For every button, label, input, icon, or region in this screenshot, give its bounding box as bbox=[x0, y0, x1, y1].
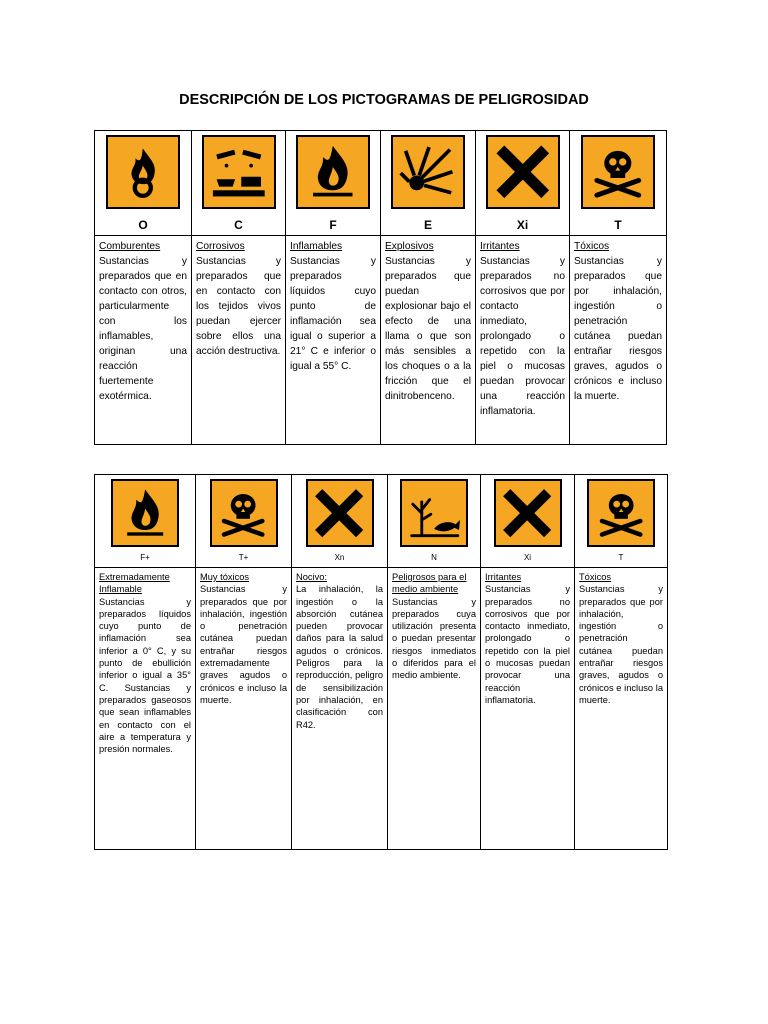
pictogram-column bbox=[476, 131, 570, 445]
hazard-code: N bbox=[388, 549, 480, 568]
pictogram-column bbox=[95, 475, 196, 850]
hazard-name: Muy tóxicos bbox=[200, 572, 250, 582]
hazard-code: E bbox=[381, 215, 475, 236]
hazard-code: Xi bbox=[481, 549, 574, 568]
hazard-code: Xn bbox=[292, 549, 387, 568]
pictogram-column bbox=[292, 475, 388, 850]
hazard-description: Sustancias y preparados que puedan explosionar bajo el efecto de una llama o que son más sensibles a los choques o a la fricción que el dinitrobenceno. bbox=[385, 256, 471, 402]
cross-icon bbox=[306, 479, 374, 547]
hazard-name: Nocivo: bbox=[296, 572, 328, 582]
hazard-description: Sustancias y preparados no corrosivos que por contacto inmediato, prolongado o repetido con la piel o mucosas puedan provocar una reacción inflamatoria. bbox=[480, 256, 565, 417]
hazard-name: Irritantes bbox=[485, 572, 522, 582]
hazard-description: Sustancias y preparados que por inhalación, ingestión o penetración cutánea puedan entrañar riesgos graves, agudos o crónicos e incluso la muerte. bbox=[579, 584, 663, 705]
hazard-name: Corrosivos bbox=[196, 241, 245, 252]
pictogram-column bbox=[95, 131, 192, 445]
hazard-name: Comburentes bbox=[99, 241, 161, 252]
pictogram-column bbox=[381, 131, 476, 445]
hazard-name: Extremadamente Inflamable bbox=[99, 572, 170, 595]
skull-crossbones-icon bbox=[587, 479, 655, 547]
hazard-name: Explosivos bbox=[385, 241, 434, 252]
corrosion-icon bbox=[202, 135, 276, 209]
cross-icon bbox=[494, 479, 562, 547]
pictogram-column bbox=[481, 475, 575, 850]
hazard-description: La inhalación, la ingestión o la absorción cutánea pueden provocar daños para la salud agudos o crónicos. Peligros para la reproducción, peligro de sensibilización por inhalación, en clasificación con R42. bbox=[296, 584, 383, 730]
hazard-code: C bbox=[192, 215, 285, 236]
hazard-code: F+ bbox=[95, 549, 195, 568]
flame-icon bbox=[111, 479, 179, 547]
hazard-description: Sustancias y preparados que en contacto con los tejidos vivos puedan ejercer sobre ellos una acción destructiva. bbox=[196, 256, 281, 357]
hazard-description: Sustancias y preparados que por inhalación, ingestión o penetración cutánea puedan entrañar riesgos graves, agudos o crónicos e incluso la muerte. bbox=[574, 256, 662, 402]
hazard-code: F bbox=[286, 215, 380, 236]
page-title: DESCRIPCIÓN DE LOS PICTOGRAMAS DE PELIGROSIDAD bbox=[179, 92, 589, 108]
hazard-description: Sustancias y preparados que por inhalación, ingestión o penetración cutánea puedan entrañar riesgos extremadamente graves agudos o crónicos e incluso la muerte. bbox=[200, 584, 287, 705]
flame-icon bbox=[296, 135, 370, 209]
pictogram-table-1 bbox=[94, 130, 667, 445]
pictogram-column bbox=[192, 131, 286, 445]
hazard-description: Sustancias y preparados cuya utilización presenta o puedan presentar riesgos inmediatos o diferidos para el medio ambiente. bbox=[392, 596, 476, 681]
pictogram-column bbox=[196, 475, 292, 850]
explosion-icon bbox=[391, 135, 465, 209]
hazard-name: Tóxicos bbox=[574, 241, 610, 252]
skull-crossbones-icon bbox=[581, 135, 655, 209]
hazard-code: T bbox=[575, 549, 667, 568]
hazard-description: Sustancias y preparados que en contacto con otros, particularmente con los inflamables, originan una reacción fuertemente exotérmica. bbox=[99, 256, 187, 402]
hazard-code: T+ bbox=[196, 549, 291, 568]
pictogram-column bbox=[286, 131, 381, 445]
dead-tree-fish-icon bbox=[400, 479, 468, 547]
hazard-description: Sustancias y preparados no corrosivos que por contacto inmediato, prolongado o repetido con la piel o mucosas puedan provocar una reacción inflamatoria. bbox=[485, 584, 570, 705]
hazard-description: Sustancias y preparados líquidos cuyo punto de inflamación sea inferior a 0° C, y su punto de ebullición inferior o igual a 35° C. Sustancias y preparados gaseosos que sean inflamables en contacto con el aire a temperatura y presión normales. bbox=[99, 596, 191, 755]
flame-over-circle-icon bbox=[106, 135, 180, 209]
hazard-code: T bbox=[570, 215, 666, 236]
hazard-description: Sustancias y preparados líquidos cuyo punto de inflamación sea igual o superior a 21° C e inferior o igual a 55° C. bbox=[290, 256, 376, 372]
hazard-code: O bbox=[95, 215, 191, 236]
pictogram-column bbox=[570, 131, 667, 445]
cross-icon bbox=[486, 135, 560, 209]
pictogram-column bbox=[388, 475, 481, 850]
hazard-name: Inflamables bbox=[290, 241, 343, 252]
hazard-name: Irritantes bbox=[480, 241, 520, 252]
hazard-name: Peligrosos para el medio ambiente bbox=[392, 572, 467, 595]
hazard-name: Tóxicos bbox=[579, 572, 612, 582]
pictogram-table-2 bbox=[94, 474, 668, 850]
hazard-code: Xi bbox=[476, 215, 569, 236]
pictogram-column bbox=[575, 475, 668, 850]
skull-crossbones-icon bbox=[210, 479, 278, 547]
